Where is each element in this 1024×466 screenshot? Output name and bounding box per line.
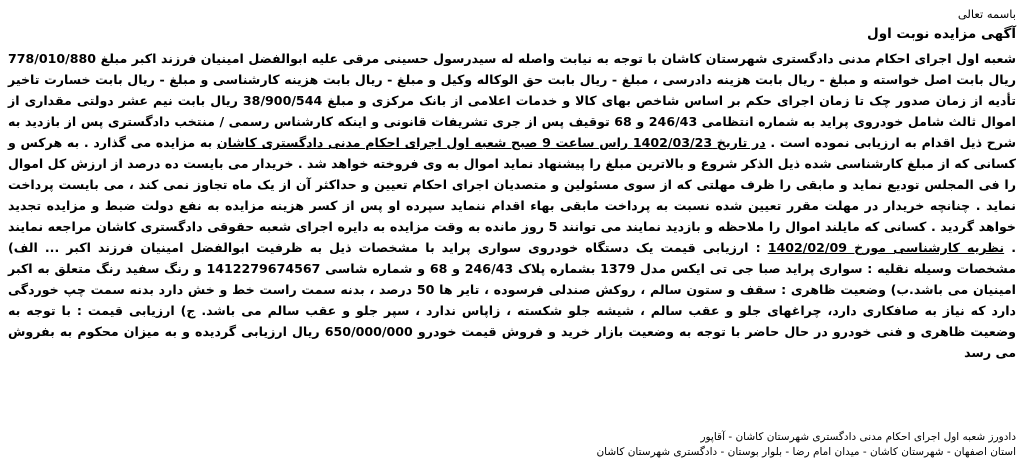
body-part-1: شعبه اول اجرای احکام مدنی دادگستری شهرستان کاشان با توجه به نیابت واصله له سیدرسول حسینی مرقی علیه ابوالفضل امینیان فرزند اکبر مبلغ 778/010/880 ریال بابت اصل خواسته و مبلغ - ریال بابت هزینه دادرسی ، مبلغ - ریال بابت حق الوکاله وکیل و مبلغ - ریال بابت هزینه کارشناسی و مبلغ - ریال بابت خسارت تاخیر تأدیه از زمان صدور چک تا زمان اجرای حکم بر اساس شاخص بهای کالا و خدمات اعلامی از بانک مرکزی و مبلغ 38/900/544 ریال بابت نیم عشر دولتی مقداری از اموال ثالث شامل خودروی پراید به شماره انتظامی 246/43 و 68 توقیف پس از جری تشریفات قانونی و اینکه کارشناس رسمی / منتخب دادگستری پس از بازدید به شرح ذیل اقدام به ارزیابی نموده است . bbox=[8, 51, 1017, 150]
auction-date-underlined: در تاریخ 1402/03/23 راس ساعت 9 صبح شعبه اول اجرای احکام مدنی دادگستری کاشان bbox=[216, 135, 766, 150]
court-address: استان اصفهان - شهرستان کاشان - میدان امام رضا - بلوار بوستان - دادگستری شهرستان کاشان bbox=[596, 446, 1016, 458]
body-part-3: : ارزیابی قیمت یک دستگاه خودروی سواری پراید با مشخصات ذیل به ظرفیت ابوالفضل امینیان فرزند اکبر ... الف) مشخصات وسیله نقلیه : سواری پراید صبا جی تی ایکس مدل 1379 بشماره پلاک 246/43 و 68 و شماره شاسی 1412279674567 و رنگ سفید رنگ متعلق به اکبر امینیان می باشد.ب) وضعیت ظاهری : سقف و ستون سالم ، روکش صندلی فرسوده ، تایر ها 50 درصد ، بدنه سمت راست خط و خش دارد بدنه سمت چپ خوردگی دارد که نیاز به صافکاری دارد، چراغهای جلو و عقب سالم ، شیشه جلو شکسته ، زاپاس ندارد ، سپر جلو و عقب سالم می باشد. ج) ارزیابی قیمت : با توجه به وضعیت ظاهری و فنی خودرو در حال حاضر با توجه به وضعیت بازار خرید و فروش قیمت خودرو 650/000/000 ریال ارزیابی گردیده و به میزان محکوم به بفروش می رسد bbox=[8, 240, 1016, 360]
notice-footer bbox=[8, 430, 1016, 460]
bailiff-signature: دادورز شعبه اول اجرای احکام مدنی دادگستری شهرستان کاشان - آقاپور bbox=[700, 431, 1016, 443]
body-part-2: به مزایده می گذارد . به هرکس و کسانی که از مبلغ کارشناسی شده ذیل الذکر شروع و بالاترین مبلغ را پیشنهاد نماید اموال به وی فروخته خواهد شد . خریدار می بایست ده درصد از ارزش کل اموال را فی المجلس تودیع نماید و مابقی را ظرف مهلتی که از سوی مسئولین و متصدیان اجرای احکام تعیین و حداکثر آن از یک ماه تجاوز نمی کند ، می بایست پرداخت نماید . چنانچه خریدار در مهلت مقرر تعیین شده نسبت به پرداخت مابقی بهاء اقدام ننماید سپرده او پس از کسر هزینه مزایده به نفع دولت ضبط و مزایده تجدید خواهد گردید . کسانی که مایلند اموال را ملاحظه و بازدید نمایند می توانند 5 روز مانده به وقت مزایده به دایره اجرای شعبه حقوقی دادگستری کاشان مراجعه نمایند . bbox=[8, 135, 1017, 255]
invocation-text: باسمه تعالی bbox=[957, 7, 1016, 21]
expert-opinion-date-underlined: نظریه کارشناسی مورخ 1402/02/09 bbox=[767, 240, 1005, 255]
notice-title: آگهی مزایده نوبت اول bbox=[867, 26, 1016, 42]
notice-body bbox=[8, 48, 1016, 363]
